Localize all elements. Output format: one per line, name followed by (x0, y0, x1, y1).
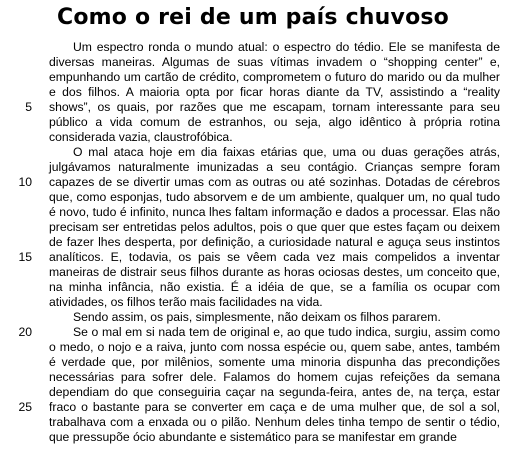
document-body (49, 40, 500, 445)
paragraph: Um espectro ronda o mundo atual: o espectro do tédio. Ele se manifesta de diversas maneiras. Algumas de suas vítimas invadem o “shopping center” e, empunhando um cartão de crédito, comprometem o futuro do marido ou da mulher e dos filhos. A maioria opta por ficar horas diante da TV, assistindo a “reality shows”, os quais, por razões que me escapam, tornam interessante para seu público a vida comum de estranhos, ou seja, algo idêntico à própria rotina considerada vazia, claustrofóbica. (49, 40, 500, 144)
document-title: Como o rei de um país chuvoso (57, 5, 449, 30)
paragraph: O mal ataca hoje em dia faixas etárias que, uma ou duas gerações atrás, julgávamos naturalmente imunizadas a seu contágio. Crianças sempre foram capazes de se divertir umas com as outras ou até sozinhas. Dotadas de cérebros que, como esponjas, tudo absorvem e de um ambiente, qualquer um, no qual tudo é novo, tudo é infinito, nunca lhes faltam informação e dados a processar. Elas não precisam ser entretidas pelos adultos, pois o que quer que estes façam ou deixem de fazer lhes desperta, por definição, a curiosidade natural e aguça seus instintos analíticos. E, todavia, os pais se vêem cada vez mais compelidos a inventar maneiras de distrair seus filhos durante as horas ociosas destes, um conceito que, na minha infância, não existia. É a idéia de que, se a família os ocupar com atividades, os filhos terão mais facilidades na vida. (49, 145, 500, 309)
paragraph: Sendo assim, os pais, simplesmente, não deixam os filhos pararem. (73, 310, 441, 324)
line-number: 15 (18, 250, 32, 264)
line-number: 5 (25, 100, 32, 114)
line-number: 10 (18, 175, 32, 189)
paragraph: Se o mal em si nada tem de original e, ao que tudo indica, surgiu, assim como o medo, o nojo e a raiva, junto com nossa espécie ou, quem sabe, antes, também é verdade que, por milênios, somente uma minoria dispunha das precondições necessárias para sofrer dele. Falamos do homem cujas refeições da semana dependiam do que conseguiria caçar na segunda-feira, antes de, na terça, estar fraco o bastante para se converter em caça e de uma mulher que, de sol a sol, trabalhava com a enxada ou o pilão. Nenhum deles tinha tempo de sentir o tédio, que pressupõe ócio abundante e sistemático para se manifestar em grande (49, 325, 500, 444)
line-number: 25 (18, 400, 32, 414)
line-number: 20 (18, 325, 32, 339)
